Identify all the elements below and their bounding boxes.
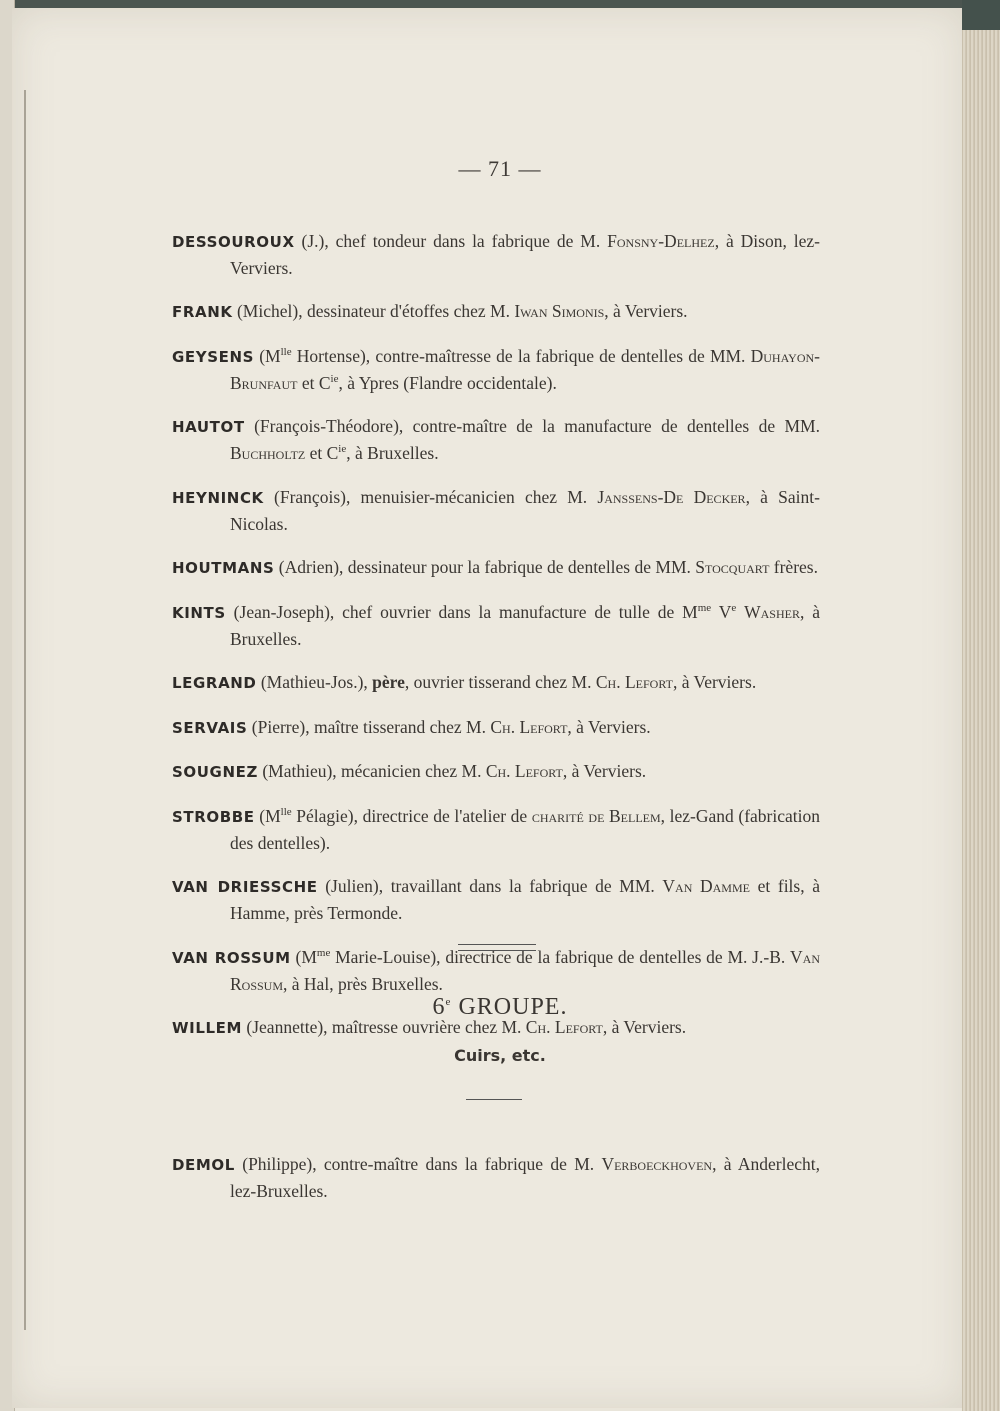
- entry-name: SOUGNEZ: [172, 763, 258, 781]
- entry: HOUTMANS (Adrien), dessinateur pour la fabrique de dentelles de MM. Stocquart frères.: [172, 557, 818, 577]
- entry-name: DESSOUROUX: [172, 232, 295, 251]
- entry-list-group6: [172, 1133, 820, 1210]
- entry: KINTS (Jean-Joseph), chef ouvrier dans la manufacture de tulle de $M^{me}$ Ve Washer, à Bruxelles.: [172, 601, 821, 649]
- entry: FRANK (Michel), dessinateur d'étoffes chez M. Iwan Simonis, à Verviers.: [172, 301, 688, 321]
- entry-name: WILLEM: [172, 1019, 243, 1037]
- entry-name: LEGRAND: [172, 674, 257, 692]
- group-title: 6e GROUPE.: [432, 994, 568, 1020]
- subtitle-rule: [466, 1099, 522, 1100]
- entry-name: VAN ROSSUM: [172, 948, 291, 967]
- entry: SOUGNEZ (Mathieu), mécanicien chez M. Ch. Lefort, à Verviers.: [172, 761, 647, 781]
- entry: DEMOL (Philippe), contre-maître dans la fabrique de M. Verboeckhoven, à Anderlecht, lez-Bruxelles.: [172, 1153, 820, 1201]
- entry: GEYSENS ($M^{lle}$ Hortense), contre-maîtresse de la fabrique de dentelles de MM. Duhayon-Brunfaut et $C^{ie}$, à Ypres (Flandre occidentale).: [172, 345, 820, 393]
- page-number: — 71 —: [458, 156, 542, 181]
- entry-name: HAUTOT: [172, 418, 245, 436]
- group-subtitle: Cuirs, etc.: [454, 1046, 546, 1065]
- entry: VAN ROSSUM ($M^{me}$ Marie-Louise), directrice de la fabrique de dentelles de M. J.-B. Van Rossum, à Hal, près Bruxelles.: [172, 946, 820, 994]
- entry: LEGRAND (Mathieu-Jos.), père, ouvrier tisserand chez M. Ch. Lefort, à Verviers.: [172, 672, 757, 692]
- entry-name: FRANK: [172, 303, 233, 321]
- entry-name: SERVAIS: [172, 718, 248, 737]
- entry: DESSOUROUX (J.), chef tondeur dans la fabrique de M. Fonsny-Delhez, à Dison, lez-Verviers.: [172, 230, 821, 278]
- entry-name: DEMOL: [172, 1155, 235, 1174]
- entry: HEYNINCK (François), menuisier-mécanicien chez M. Janssens-De Decker, à Saint-Nicolas.: [172, 486, 820, 534]
- entry: WILLEM (Jeannette), maîtresse ouvrière chez M. Ch. Lefort, à Verviers.: [172, 1017, 687, 1037]
- entry-name: HEYNINCK: [172, 488, 264, 507]
- entry: STROBBE ($M^{lle}$ Pélagie), directrice de l'atelier de charité de Bellem, lez-Gand (fabrication des dentelles).: [172, 805, 820, 853]
- entry: HAUTOT (François-Théodore), contre-maître de la manufacture de dentelles de MM. Buchholtz et $C^{ie}$, à Bruxelles.: [172, 416, 820, 463]
- entry-list: [172, 210, 820, 1047]
- entry-name: HOUTMANS: [172, 559, 275, 577]
- entry: SERVAIS (Pierre), maître tisserand chez M. Ch. Lefort, à Verviers.: [172, 716, 651, 737]
- entry-name: VAN DRIESSCHE: [172, 878, 318, 896]
- entry-name: GEYSENS: [172, 347, 255, 366]
- section-divider: [458, 944, 536, 951]
- page-stack-edge: [962, 0, 1000, 1411]
- entry-name: KINTS: [172, 603, 226, 622]
- entry: VAN DRIESSCHE (Julien), travaillant dans la fabrique de MM. Van Damme et fils, à Hamme, près Termonde.: [172, 876, 820, 923]
- cover-corner: [962, 0, 1000, 30]
- entry-name: STROBBE: [172, 807, 255, 826]
- gutter-line: [24, 90, 26, 1330]
